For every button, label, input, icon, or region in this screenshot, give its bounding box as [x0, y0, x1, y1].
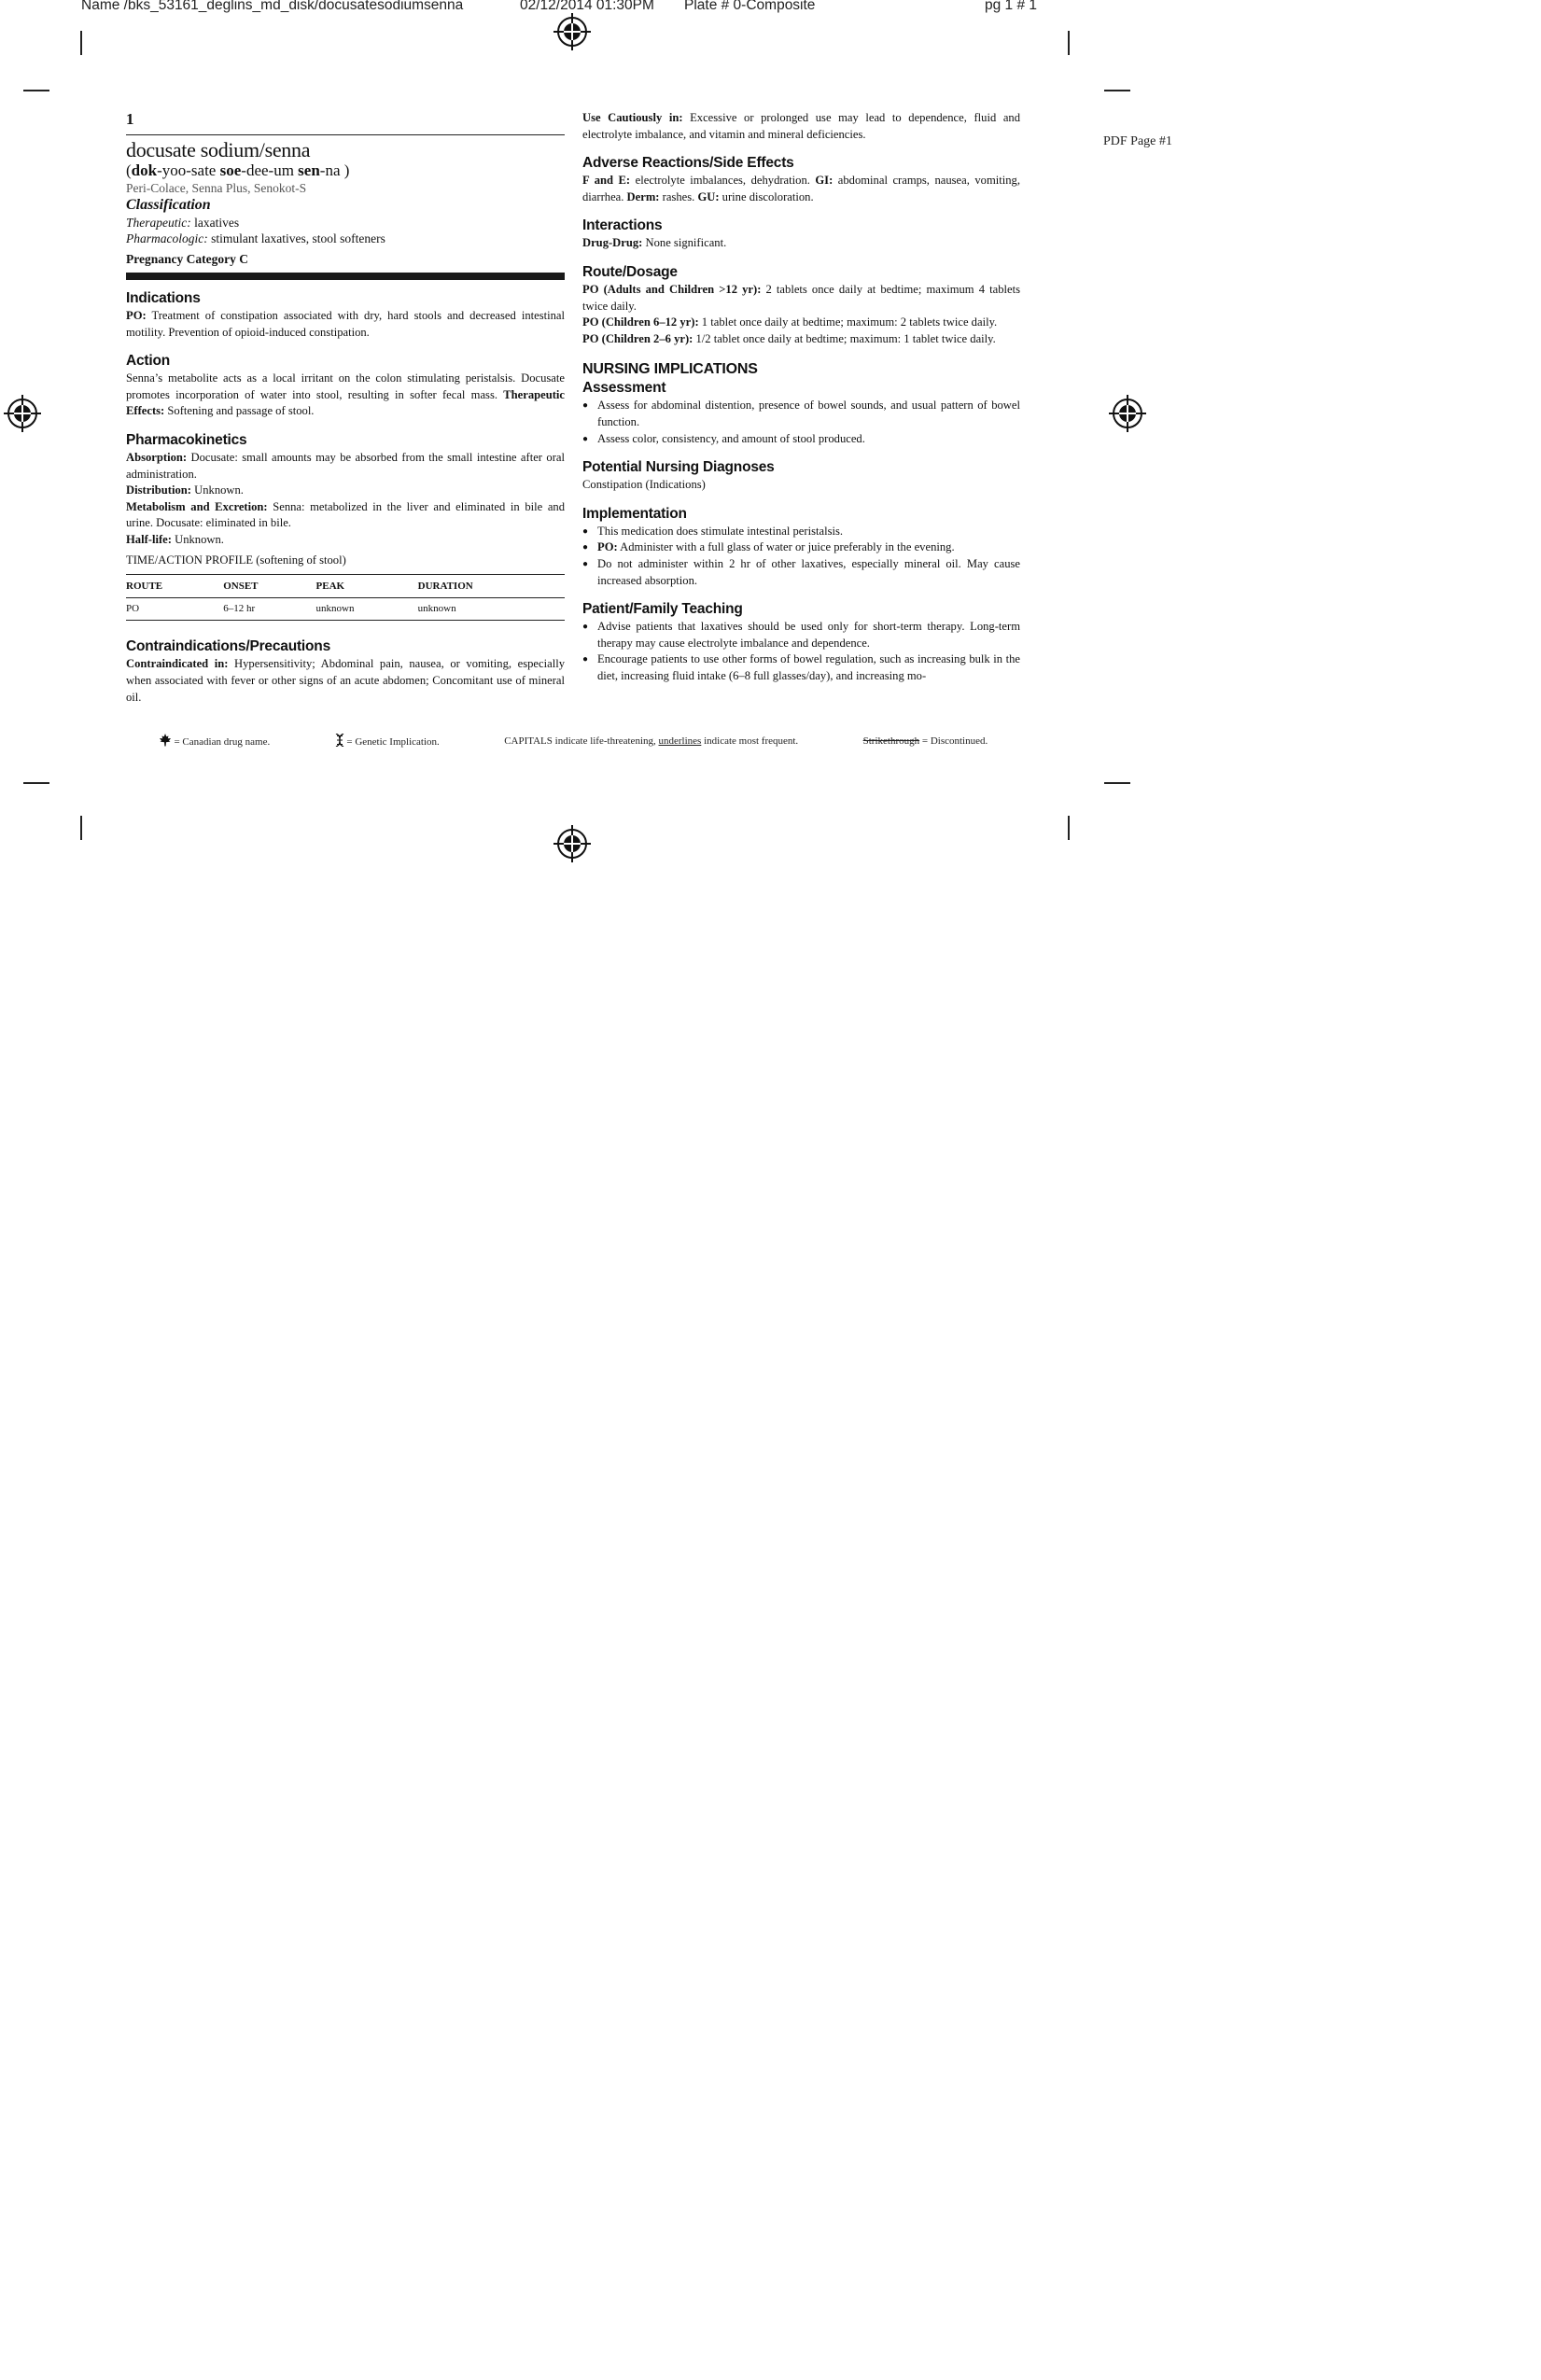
nursing-diagnoses-heading: Potential Nursing Diagnoses [582, 459, 775, 476]
pharmacokinetics-heading: Pharmacokinetics [126, 431, 247, 448]
classification-heading: Classification [126, 197, 211, 213]
crop-mark [1068, 31, 1070, 55]
nursing-implications-heading: NURSING IMPLICATIONS [582, 361, 758, 378]
interactions-text: Drug-Drug: None significant. [582, 236, 727, 250]
crop-mark [23, 782, 49, 784]
use-cautiously-text: Use Cautiously in: Excessive or prolonged use may lead to dependence, fluid and electrolyte imbalance, and vitamin and mineral deficiencies. [582, 111, 1021, 141]
route-dosage-heading: Route/Dosage [582, 263, 678, 280]
dosage-children-6-12: PO (Children 6–12 yr): 1 tablet once daily at bedtime; maximum: 2 tablets twice daily. [582, 315, 998, 329]
print-header-plate: Plate # 0-Composite [684, 0, 816, 13]
table-header-cell: PEAK [316, 575, 418, 598]
adverse-reactions-text: F and E: electrolyte imbalances, dehydration. GI: abdominal cramps, nausea, vomiting, diarrhea. Derm: rashes. GU: urine discoloration. [582, 174, 1021, 203]
table-row [126, 597, 565, 621]
distribution-text: Distribution: Unknown. [126, 483, 244, 497]
registration-mark-icon [2, 393, 43, 434]
pdf-page-label: PDF Page #1 [1103, 134, 1172, 148]
teaching-list [582, 619, 1020, 684]
table-cell: 6–12 hr [223, 597, 315, 621]
assessment-list [582, 398, 1020, 447]
maple-leaf-icon [159, 734, 172, 747]
divider-thick [126, 273, 565, 280]
print-header-date: 02/12/2014 01:30PM [520, 0, 654, 13]
table-cell: unknown [418, 597, 565, 621]
half-life-text: Half-life: Unknown. [126, 532, 224, 546]
table-cell: unknown [316, 597, 418, 621]
list-item: ● Do not administer within 2 hr of other laxatives, especially mineral oil. May cause increased absorption. [582, 556, 1020, 589]
nursing-diagnoses-text: Constipation (Indications) [582, 478, 706, 492]
list-item: ● Assess for abdominal distention, presence of bowel sounds, and usual pattern of bowel function. [582, 398, 1020, 430]
patient-teaching-heading: Patient/Family Teaching [582, 601, 743, 618]
list-item: ● Assess color, consistency, and amount of stool produced. [582, 431, 1020, 448]
implementation-list [582, 524, 1020, 589]
indications-text: PO: Treatment of constipation associated with dry, hard stools and decreased intestinal motility. Prevention of opioid-induced constipation. [126, 309, 565, 339]
crop-mark [80, 816, 82, 840]
divider [126, 134, 565, 135]
print-header-page: pg 1 # 1 [985, 0, 1038, 13]
pronunciation: (dok-yoo-sate soe-dee-um sen-na ) [126, 161, 350, 179]
registration-mark-icon [1107, 393, 1148, 434]
brand-names: Peri-Colace, Senna Plus, Senokot-S [126, 181, 307, 195]
legend-capitals: CAPITALS indicate life-threatening, underlines indicate most frequent. [504, 735, 799, 747]
drug-title: docusate sodium/senna [126, 138, 311, 161]
contraindications-heading: Contraindications/Precautions [126, 638, 330, 655]
crop-mark [80, 31, 82, 55]
dna-icon [335, 734, 344, 747]
legend-genetic: = Genetic Implication. [335, 734, 440, 748]
assessment-heading: Assessment [582, 380, 666, 397]
pharmacologic-class: Pharmacologic: stimulant laxatives, stool softeners [126, 231, 385, 245]
action-heading: Action [126, 353, 171, 370]
time-action-table [126, 574, 565, 621]
page-number: 1 [126, 110, 134, 128]
list-item: ● Advise patients that laxatives should be used only for short-term therapy. Long-term therapy may cause electrolyte imbalance and dependence. [582, 619, 1020, 651]
list-item: ● Encourage patients to use other forms of bowel regulation, such as increasing bulk in the diet, increasing fluid intake (6–8 full glasses/day), and increasing mo- [582, 651, 1020, 684]
list-item: ● PO: Administer with a full glass of water or juice preferably in the evening. [582, 539, 1020, 556]
crop-mark [1104, 90, 1130, 91]
registration-mark-icon [552, 823, 593, 864]
metabolism-text: Metabolism and Excretion: Senna: metabolized in the liver and eliminated in bile and urine. Docusate: eliminated in bile. [126, 499, 566, 530]
table-cell: PO [126, 597, 223, 621]
legend-canadian: = Canadian drug name. [159, 734, 270, 748]
contraindicated-text: Contraindicated in: Hypersensitivity; Abdominal pain, nausea, or vomiting, especially when associated with fever or other signs of an acute abdomen; Concomitant use of mineral oil. [126, 657, 565, 704]
dosage-children-2-6: PO (Children 2–6 yr): 1/2 tablet once daily at bedtime; maximum: 1 tablet twice daily. [582, 331, 996, 345]
table-header-cell: ROUTE [126, 575, 223, 598]
therapeutic-class: Therapeutic: laxatives [126, 216, 240, 230]
legend-strikethrough: Strikethrough = Discontinued. [862, 735, 988, 747]
absorption-text: Absorption: Docusate: small amounts may be absorbed from the small intestine after oral administration. [126, 450, 565, 481]
action-text: Senna’s metabolite acts as a local irritant on the colon stimulating peristalsis. Docusate promotes incorporation of water into stool, resulting in softer fecal mass. Therapeutic Effects: Softening and passage of stool. [126, 371, 565, 418]
indications-heading: Indications [126, 290, 201, 306]
right-column [582, 110, 1020, 684]
table-header-cell: ONSET [223, 575, 315, 598]
crop-mark [1104, 782, 1130, 784]
list-item: ● This medication does stimulate intestinal peristalsis. [582, 524, 1020, 540]
table-header-row [126, 575, 565, 598]
table-header-cell: DURATION [418, 575, 565, 598]
print-header-name: Name /bks_53161_deglins_md_disk/docusatesodiumsenna [81, 0, 464, 13]
registration-mark-icon [552, 11, 593, 52]
implementation-heading: Implementation [582, 505, 687, 522]
dosage-adults: PO (Adults and Children >12 yr): 2 tablets once daily at bedtime; maximum 4 tablets twice daily. [582, 282, 1020, 313]
crop-mark [1068, 816, 1070, 840]
pregnancy-category: Pregnancy Category C [126, 252, 248, 266]
left-column [126, 110, 565, 706]
adverse-reactions-heading: Adverse Reactions/Side Effects [582, 155, 794, 172]
crop-mark [23, 90, 49, 91]
time-action-profile-title: TIME/ACTION PROFILE (softening of stool) [126, 553, 346, 567]
legend-footer [126, 734, 1020, 748]
interactions-heading: Interactions [582, 217, 663, 234]
